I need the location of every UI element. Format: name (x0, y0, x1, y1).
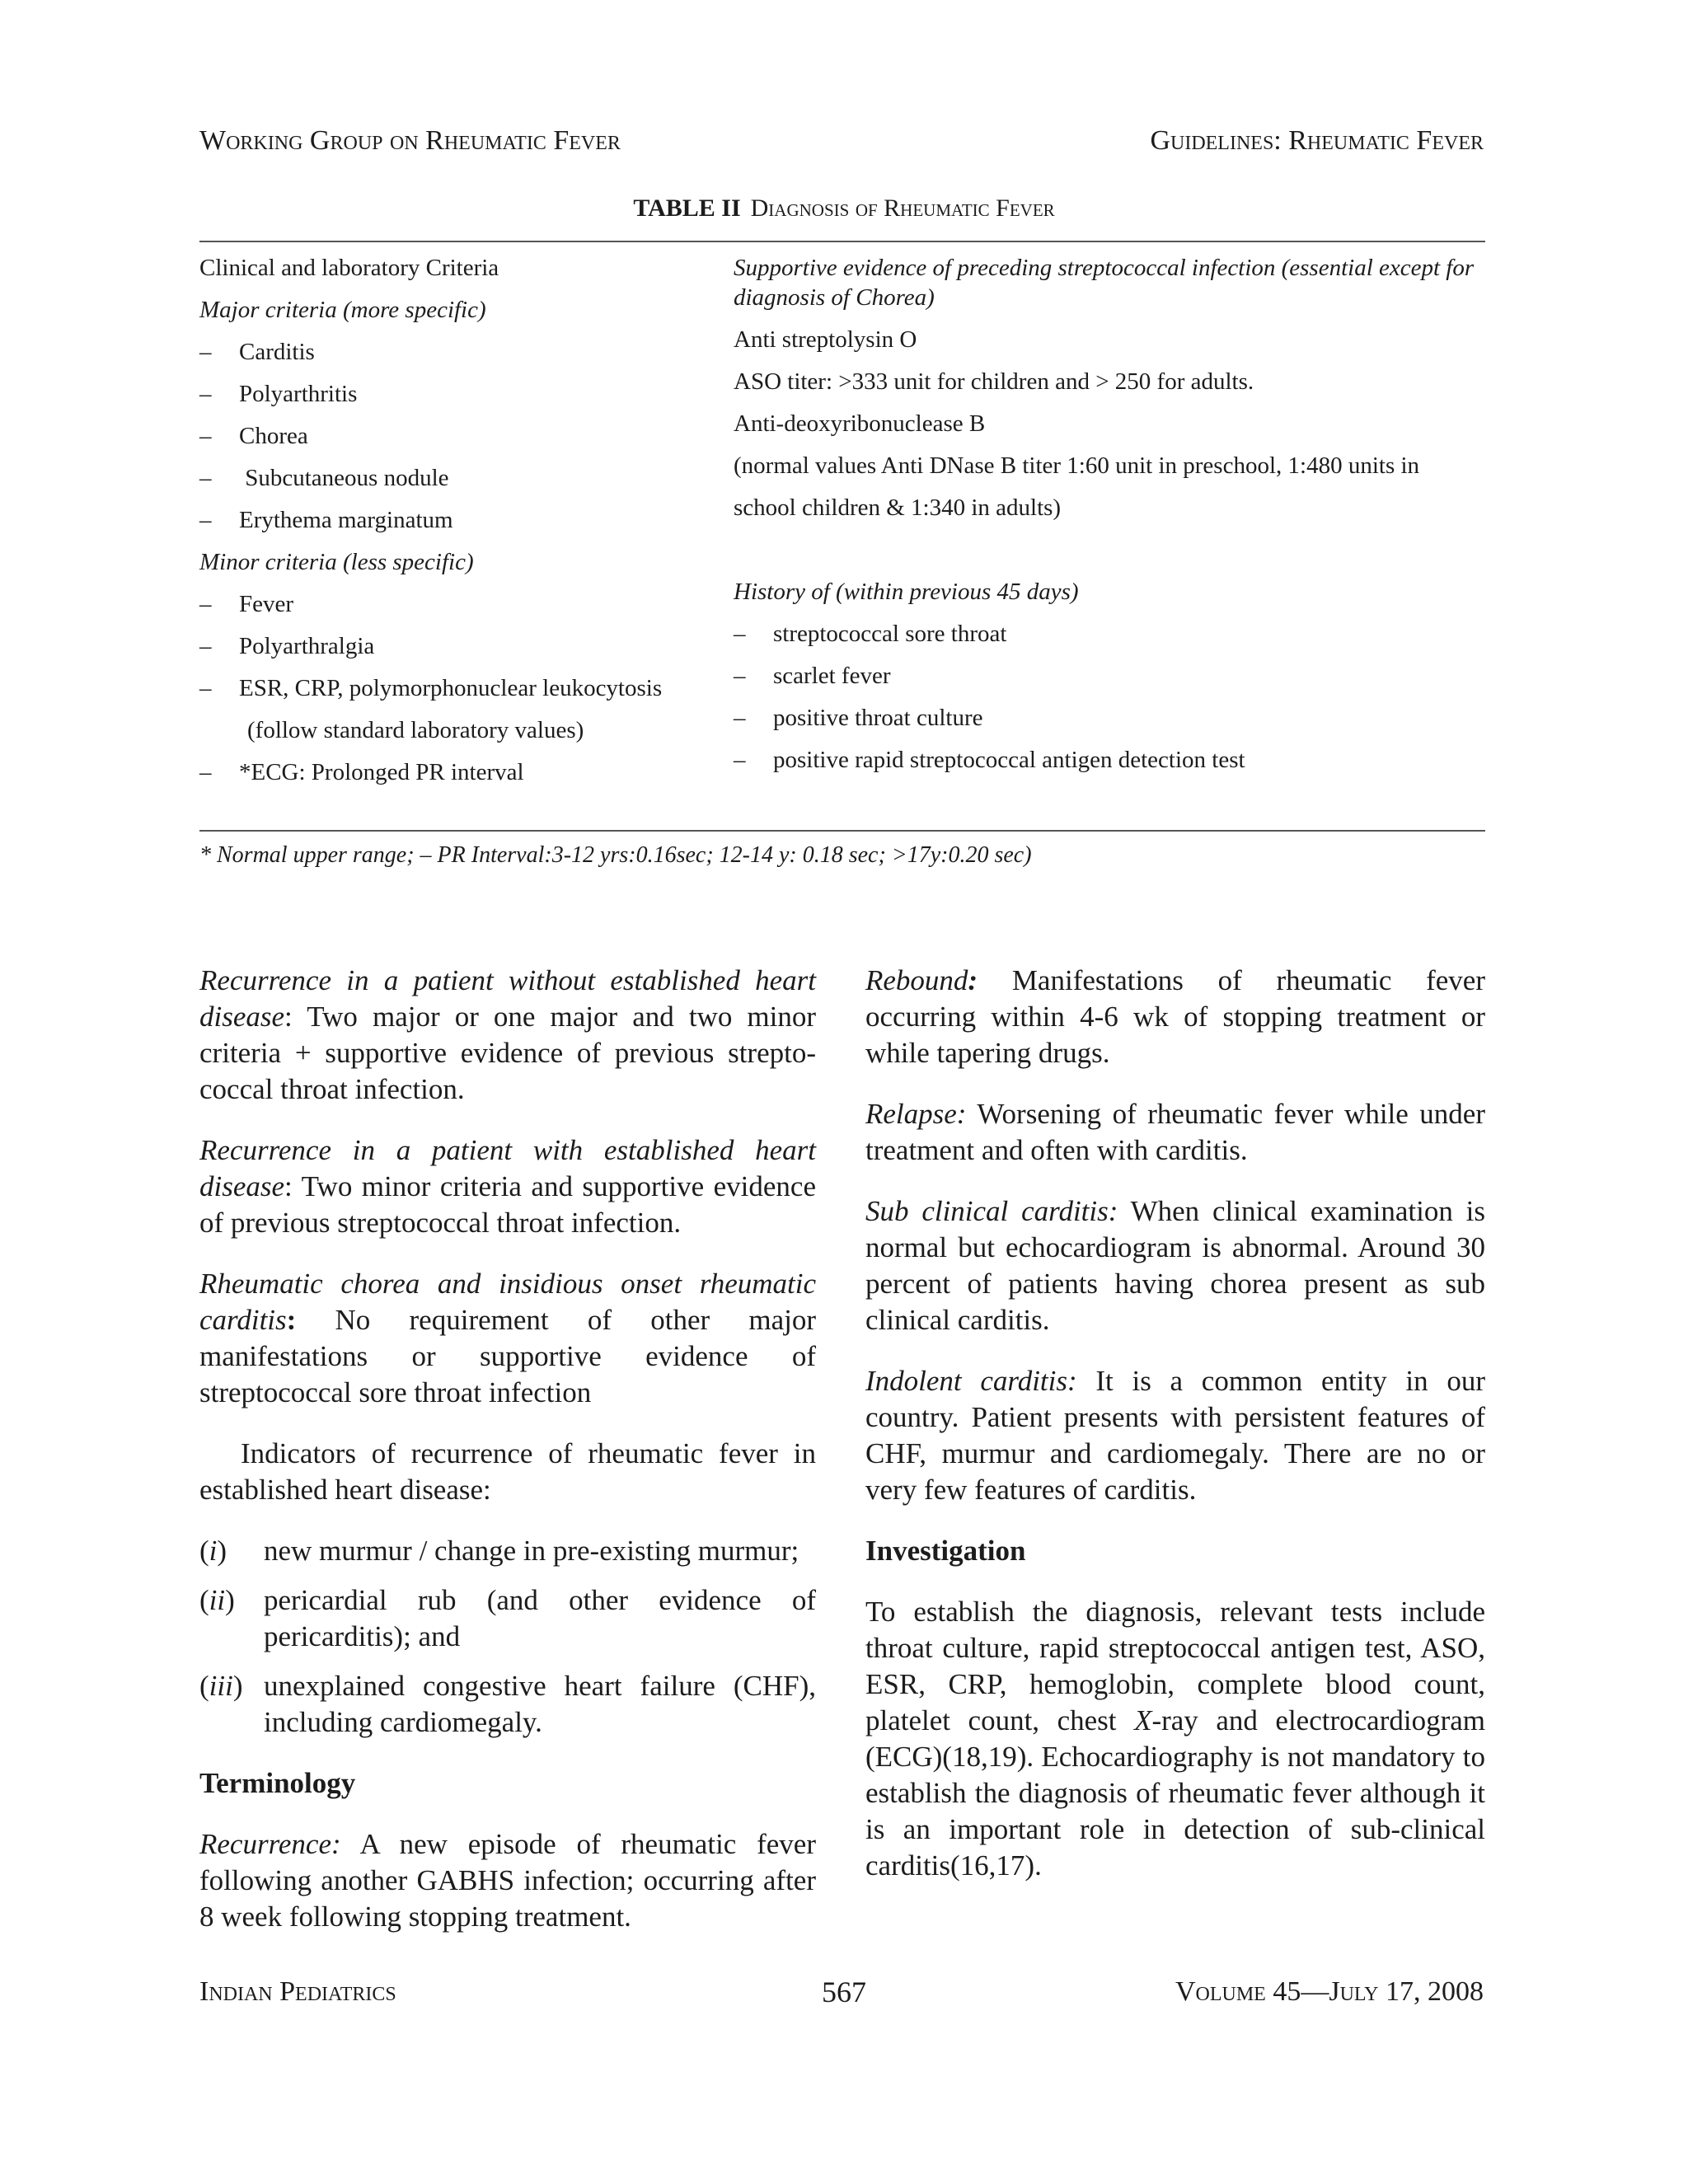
table-label: TABLE II (633, 194, 741, 222)
table-title: Diagnosis of Rheumatic Fever (750, 194, 1055, 222)
aso-titer: ASO titer: >333 unit for children and > 250 for adults. (734, 368, 1254, 395)
list-item: (iii) unexplained congestive heart failure (CHF), including cardiomegaly. (199, 1670, 816, 1738)
recurrence-indicators-list (199, 1533, 816, 1741)
minor-criterion: – ESR, CRP, polymorphonuclear leukocytosis (199, 675, 663, 701)
paragraph-indolent-carditis: Indolent carditis: It is a common entity in our country. Patient presents with persistent features of CHF, murmur and cardiomegaly. There are no or very few features of carditis. (865, 1365, 1486, 1506)
table-right-column (734, 247, 1485, 781)
major-criterion: – Chorea (199, 423, 308, 449)
list-item: (i) new murmur / change in pre-existing murmur; (199, 1535, 799, 1567)
paragraph-subclinical-carditis: Sub clinical carditis: When clinical examination is normal but echocardiogram is abnormal. Around 30 percent of patients having chorea present as sub clinical carditis. (865, 1195, 1485, 1336)
table-caption (0, 194, 1688, 223)
minor-criterion-continuation: (follow standard laboratory values) (247, 717, 584, 743)
minor-criterion: – Fever (199, 591, 294, 617)
aso-label: Anti streptolysin O (734, 326, 917, 353)
table-footnote: * Normal upper range; – PR Interval:3-12 yrs:0.16sec; 12-14 y: 0.18 sec; >17y:0.20 sec) (199, 842, 1032, 868)
running-header-left: Working Group on Rheumatic Fever (199, 125, 621, 156)
list-item: (ii) pericardial rub (and other evidence of pericarditis); and (199, 1584, 816, 1652)
major-criterion: – Polyarthritis (199, 381, 358, 407)
paragraph-rebound: Rebound: Manifestations of rheumatic fever occurring within 4-6 wk of stopping treatment or while tapering drugs. (865, 964, 1485, 1069)
history-item: – positive rapid streptococcal antigen detection test (734, 747, 1245, 773)
footer-journal: Indian Pediatrics (199, 1976, 396, 2007)
paragraph-recurrence-without-heart-disease: Recurrence in a patient without established heart disease: Two major or one major and two minor criteria + supportive evidence of previous strepto-coccal throat infection. (199, 964, 816, 1105)
minor-criteria-heading: Minor criteria (less specific) (199, 549, 474, 575)
dnase-values-line2: school children & 1:340 in adults) (734, 494, 1062, 521)
paragraph-recurrence-with-heart-disease: Recurrence in a patient with established heart disease: Two minor criteria and supportive evidence of previous streptococcal throat infection. (199, 1134, 816, 1239)
paragraph-indicators: Indicators of recurrence of rheumatic fever in established heart disease: (199, 1437, 816, 1506)
table-bottom-rule (199, 830, 1485, 832)
table-heading-right: Supportive evidence of preceding streptococcal infection (essential except for diagnosis of Chorea) (734, 255, 1475, 311)
table-heading-left: Clinical and laboratory Criteria (199, 255, 499, 281)
body-column-right (865, 963, 1485, 1909)
major-criterion: – Carditis (199, 339, 315, 365)
dnase-values-line1: (normal values Anti DNase B titer 1:60 unit in preschool, 1:480 units in (734, 452, 1420, 479)
paragraph-rheumatic-chorea: Rheumatic chorea and insidious onset rheumatic carditis: No requirement of other major manifestations or supportive evidence of streptococcal sore throat infection (199, 1268, 816, 1408)
history-item: – streptococcal sore throat (734, 621, 1007, 647)
major-criterion: – Erythema marginatum (199, 507, 453, 533)
spacer (734, 529, 1485, 571)
footer-volume: Volume 45—July 17, 2008 (1175, 1976, 1484, 2007)
minor-criterion: – *ECG: Prolonged PR interval (199, 759, 524, 785)
major-criterion: – Subcutaneous nodule (199, 465, 449, 491)
heading-investigation: Investigation (865, 1535, 1026, 1567)
paragraph-recurrence-definition: Recurrence: A new episode of rheumatic fever following another GABHS infection; occurring after 8 week following stopping treatment. (199, 1828, 816, 1933)
major-criteria-heading: Major criteria (more specific) (199, 297, 486, 323)
minor-criterion: – Polyarthralgia (199, 633, 375, 659)
history-item: – positive throat culture (734, 705, 983, 731)
paragraph-relapse: Relapse: Worsening of rheumatic fever while under treatment and often with carditis. (865, 1098, 1485, 1166)
dnase-label: Anti-deoxyribonuclease B (734, 410, 986, 437)
body-column-left (199, 963, 816, 1960)
history-item: – scarlet fever (734, 663, 891, 689)
paragraph-investigation: To establish the diagnosis, relevant tests include throat culture, rapid streptococcal antigen test, ASO, ESR, CRP, hemoglobin, complete blood count, platelet count, chest X-ray and electrocardiogram (ECG)(18,19). Echocardiography is not mandatory to establish the diagnosis of rheumatic fever although it is an important role in detection of sub-clinical carditis(16,17). (865, 1596, 1485, 1882)
page-number: 567 (822, 1975, 866, 2008)
heading-terminology: Terminology (199, 1767, 356, 1799)
table-top-rule (199, 241, 1485, 242)
table-left-column (199, 247, 727, 794)
running-header-right: Guidelines: Rheumatic Fever (1150, 125, 1484, 156)
history-heading: History of (within previous 45 days) (734, 579, 1079, 605)
